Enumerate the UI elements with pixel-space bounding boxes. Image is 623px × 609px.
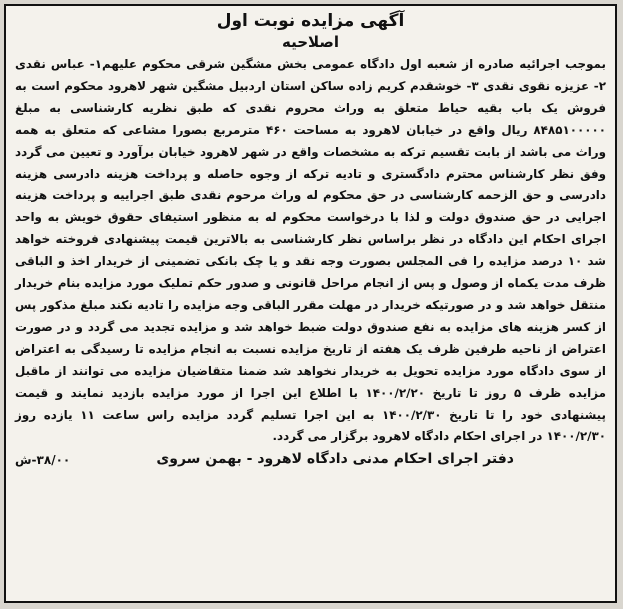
- auction-notice: [4, 4, 617, 603]
- notice-footer: [15, 448, 606, 472]
- notice-subtitle: اصلاحیه: [281, 33, 340, 51]
- notice-signature: دفتر اجرای احکام مدنی دادگاه لاهرود - بهمن سروی: [156, 451, 514, 468]
- notice-code: ۳۸/۰۰-ش: [15, 453, 71, 468]
- notice-body: بموجب اجرائیه صادره از شعبه اول دادگاه عمومی بخش مشگین شرقی محکوم علیهم۱- عباس نقدی ۲- عزیزه نقوی نقدی ۳- خوشقدم کریم زاده ساکن استان اردبیل مشگین شهر لاهرود محکوم است به فروش یک باب بقیه حیاط متعلق به وراث محروم نقدی که طبق نظریه کارشناسی به مبلغ ۸۴۸۵۱۰۰۰۰۰ ریال واقع در خیابان لاهرود به مساحت ۴۶۰ مترمربع بصورا مشاعی که متعلق به همه وراث می باشد از بابت تقسیم ترکه به مشخصات واقع در شهر لاهرود خیابان برآورد و تعیین می گردد وفق نظر کارشناس محترم دادگستری و تادیه ترکه از وجوه حاصله و پرداخت هزینه دادرسی هزینه دادرسی و حق الزحمه کارشناسی در حق محکوم له وراث مرحوم نقدی طبق اجراییه و پرداخت هزینه اجرایی در حق صندوق دولت و لذا با درخواست محکوم له به منظور استیفای حقوق خویش به واحد اجرای احکام این دادگاه در نظر براساس نظر کارشناسی به بالاترین قیمت پیشنهادی فروخته خواهد شد ۱۰ درصد مزایده را فی المجلس بصورت وجه نقد و یا چک بانکی تضمینی از خریدار اخذ و الباقی ظرف مدت یکماه از وصول و پس از انجام مراحل قانونی و صدور حکم تملیک مورد مزایده بنام خریدار منتقل خواهد شد و در صورتیکه خریدار در مهلت مقرر الباقی وجه مزایده را تادیه نکند مبلغ مذکور پس از کسر هزینه های مزایده به نفع صندوق دولت ضبط خواهد شد و مزایده تجدید می گردد و در صورت اعتراض از ناحیه طرفین ظرف یک هفته از تاریخ مزایده نسبت به انجام مزایده تا رسیدگی به اعتراض از سوی دادگاه مورد مزایده تحویل به خریدار نخواهد شد ضمنا متقاضیان مزایده می توانند از ماقبل مزایده ظرف ۵ روز تا تاریخ ۱۴۰۰/۲/۲۰ با اطلاع این اجرا از مورد مزایده بازدید نمایند و قیمت پیشنهادی خود را تا تاریخ ۱۴۰۰/۲/۳۰ به این اجرا تسلیم گردد مزایده راس ساعت ۱۱ یازده روز ۱۴۰۰/۲/۳۰ در اجرای احکام دادگاه لاهرود برگزار می گردد.: [15, 57, 607, 444]
- notice-title: آگهی مزایده نوبت اول: [216, 11, 405, 31]
